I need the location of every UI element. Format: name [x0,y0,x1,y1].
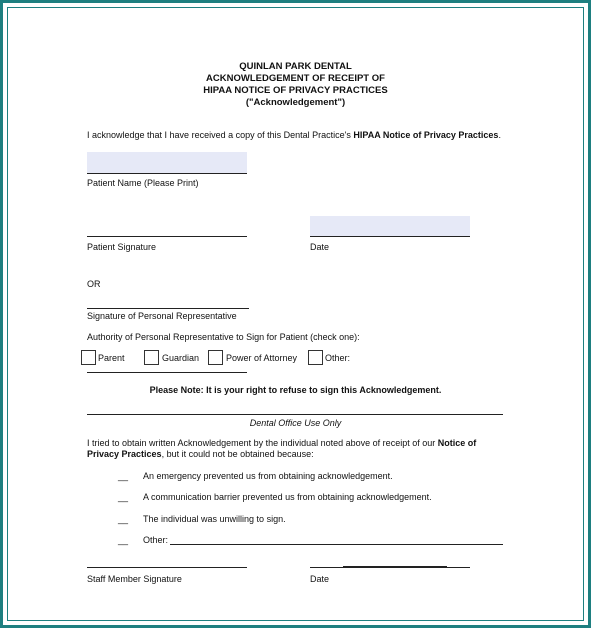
intro-text: I acknowledge that I have received a copy of this Dental Practice's [87,130,354,140]
date-line [310,236,470,237]
power-of-attorney-checkbox[interactable] [208,350,223,365]
patient-name-label: Patient Name (Please Print) [87,178,199,188]
reason-other-line[interactable] [170,544,503,545]
form-title-line2: HIPAA NOTICE OF PRIVACY PRACTICES [203,85,388,96]
office-text-end: , but it could not be obtained because: [161,449,314,459]
guardian-checkbox[interactable] [144,350,159,365]
practice-name: QUINLAN PARK DENTAL [239,61,352,72]
authority-line [87,372,247,373]
staff-date-label: Date [310,574,330,584]
patient-signature-line[interactable] [87,236,247,237]
reason-other-label: Other: [143,535,169,545]
or-label: OR [87,279,101,289]
other-checkbox[interactable] [308,350,323,365]
patient-signature-label: Patient Signature [87,242,157,252]
power-of-attorney-label: Power of Attorney [226,353,298,363]
guardian-label: Guardian [162,353,200,363]
form-title-line1: ACKNOWLEDGEMENT OF RECEIPT OF [206,73,385,84]
patient-name-field[interactable] [87,152,247,173]
reason-unwilling-blank[interactable]: __ [118,514,129,524]
office-notice-title: Notice of Privacy Practices [87,438,477,459]
reason-emergency-blank[interactable]: __ [118,471,129,481]
reason-communication: A communication barrier prevented us from obtaining acknowledgement. [143,492,432,502]
office-paragraph [87,438,503,460]
refusal-note: Please Note: It is your right to refuse to sign this Acknowledgement. [149,385,442,395]
patient-name-line [87,173,247,174]
intro-paragraph [87,130,507,141]
reason-communication-blank[interactable]: __ [118,492,129,502]
office-text: I tried to obtain written Acknowledgement by the individual noted above of receipt of our [87,438,438,448]
intro-notice-title: HIPAA Notice of Privacy Practices [353,130,499,140]
rep-signature-label: Signature of Personal Representative [87,311,237,321]
reason-emergency: An emergency prevented us from obtaining acknowledgement. [143,471,393,481]
office-divider [87,414,503,415]
parent-checkbox[interactable] [81,350,96,365]
staff-signature-label: Staff Member Signature [87,574,182,584]
staff-date-line-mark [343,566,447,568]
authority-label: Authority of Personal Representative to Sign for Patient (check one): [87,332,360,342]
date-field[interactable] [310,216,470,236]
other-label: Other: [325,353,351,363]
office-use-heading: Dental Office Use Only [249,418,342,428]
intro-text-end: . [498,130,501,140]
parent-label: Parent [98,353,125,363]
form-subtitle: ("Acknowledgement") [245,97,346,108]
reason-other-blank[interactable]: __ [118,535,129,545]
reason-unwilling: The individual was unwilling to sign. [143,514,286,524]
date-label: Date [310,242,330,252]
staff-signature-line[interactable] [87,567,247,568]
rep-signature-line[interactable] [87,308,249,309]
